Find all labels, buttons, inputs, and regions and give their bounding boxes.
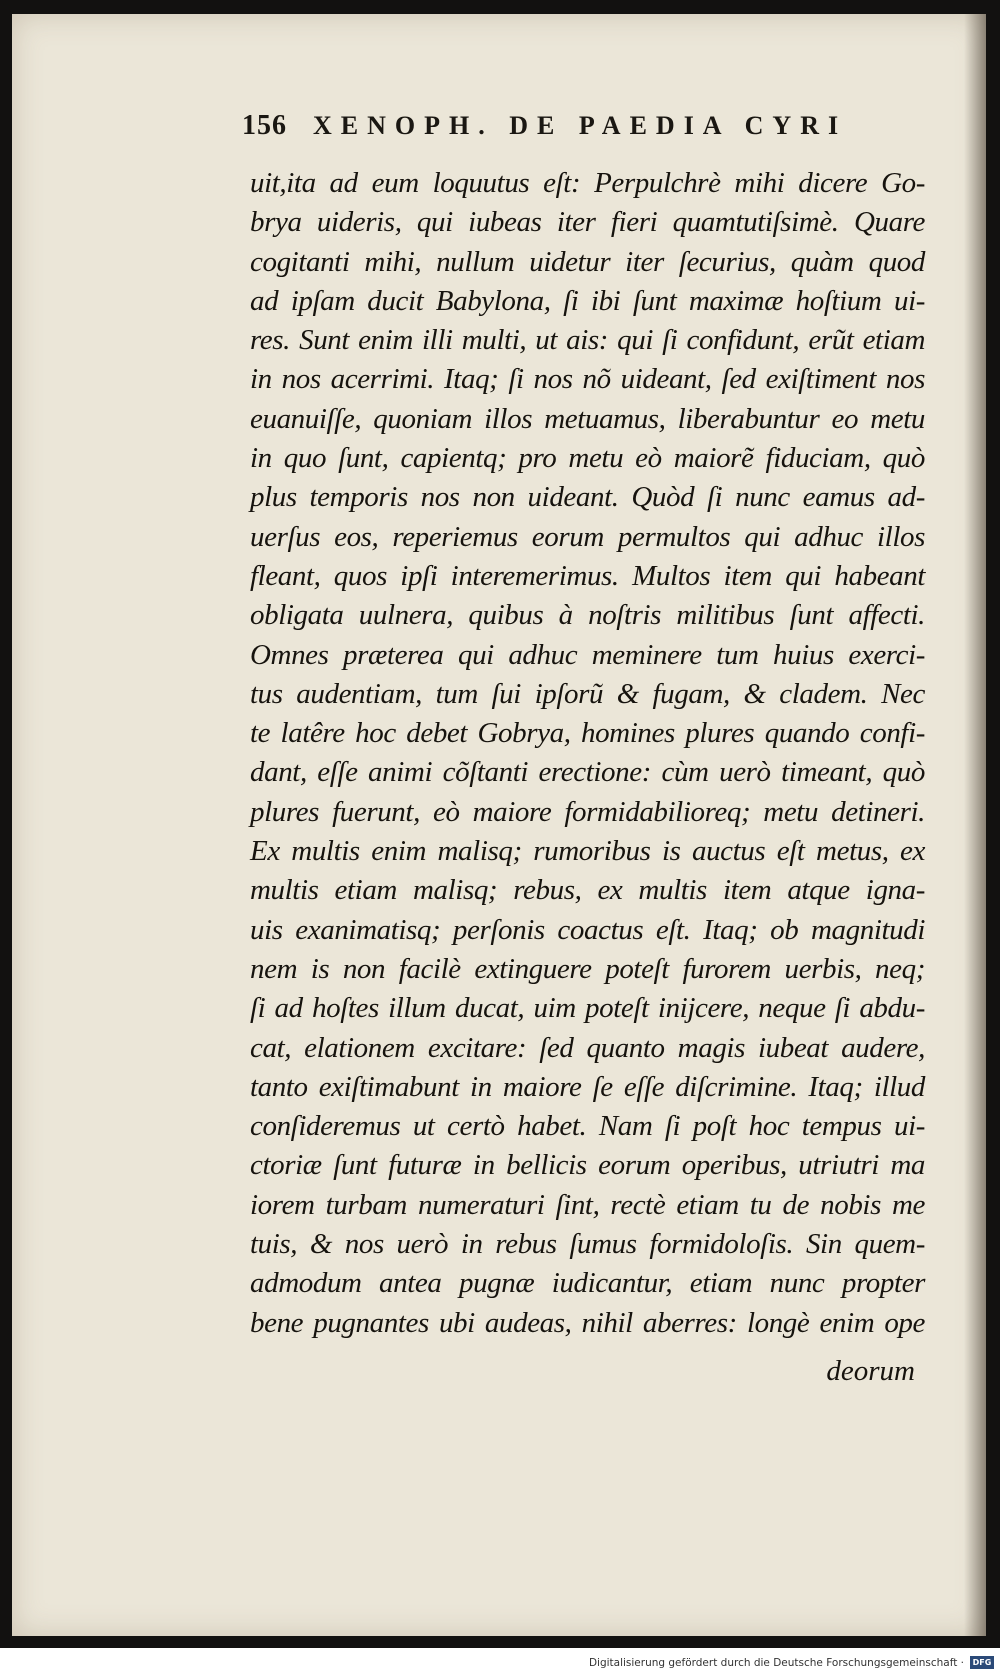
text-line: uit,ita ad eum loquutus eſt: Perpulchrè mihi dicere Go- [250,167,925,199]
digitization-credit-bar [0,1648,1000,1677]
text-line: cogitanti mihi, nullum uidetur iter ſecurius, quàm quod [250,245,925,278]
page-gutter-shadow [964,14,986,1636]
text-line: nem is non facilè extinguere poteſt furorem uerbis, neq; [250,952,925,985]
text-line: in nos acerrimi. Itaq; ſi nos nõ uideant, ſed exiſtiment nos [250,363,925,396]
text-line: brya uideris, qui iubeas iter fieri quamtutiſsimè. Quare [250,206,925,239]
text-line: uerſus eos, reperiemus eorum permultos qui adhuc illos [250,520,925,553]
text-line: plus temporis nos non uideant. Quòd ſi nunc eamus ad- [250,481,925,514]
text-line: euanuiſſe, quoniam illos metuamus, liberabuntur eo metu [250,402,925,435]
text-line: conſideremus ut certò habet. Nam ſi poſt hoc tempus ui- [250,1110,925,1143]
text-line: dant, eſſe animi cõſtanti erectione: cùm uerò timeant, quò [250,756,925,789]
text-line: res. Sunt enim illi multi, ut ais: qui ſi confidunt, erũt etiam [250,324,925,357]
text-line: bene pugnantes ubi audeas, nihil aberres: longè enim ope [250,1306,925,1339]
text-line: ſi ad hoſtes illum ducat, uim poteſt inijcere, neque ſi abdu- [250,992,925,1025]
text-line: uis exanimatisq; perſonis coactus eſt. Itaq; ob magnitudi [250,913,925,946]
text-line: ctoriæ ſunt futuræ in bellicis eorum operibus, utriutri ma [250,1149,925,1182]
text-line: cat, elationem excitare: ſed quanto magis iubeat audere, [250,1031,925,1064]
text-line: fleant, quos ipſi interemerimus. Multos item qui habeant [250,559,925,592]
text-line: multis etiam malisq; rebus, ex multis item atque ignа- [250,874,925,907]
text-line: obligata uulnera, quibus à noſtris militibus ſunt affecti. [250,599,925,632]
catchword: deorum [826,1355,915,1387]
text-line: tuis, & nos uerò in rebus ſumus formidoloſis. Sin quem- [250,1228,925,1261]
text-line: admodum antea pugnæ iudicantur, etiam nunc propter [250,1267,925,1300]
dfg-logo-icon: DFG [970,1656,994,1669]
text-line: ad ipſam ducit Babylona, ſi ibi ſunt maximæ hoſtium ui- [250,284,925,317]
text-line: tus audentiam, tum ſui ipſorũ & fugam, & cladem. Nec [250,677,925,710]
credit-text: Digitalisierung gefördert durch die Deutsche Forschungsgemeinschaft · [588,1656,964,1669]
text-line: Ex multis enim malisq; rumoribus is auctus eſt metus, ex [250,835,925,868]
page-number: 156 [242,110,287,141]
text-line: iorem turbam numeraturi ſint, rectè etiam tu de nobis me [250,1188,925,1221]
text-line: in quo ſunt, capientq; pro metu eò maiorẽ fiduciam, quò [250,442,925,475]
body-text [250,164,925,1343]
text-line: plures fuerunt, eò maiore formidabilioreq; metu detineri. [250,795,925,828]
text-line: tanto exiſtimabunt in maiore ſe eſſe diſcrimine. Itaq; illud [250,1070,925,1103]
text-line: te latêre hoc debet Gobrya, homines plures quando confi- [250,717,925,750]
running-head [242,110,882,142]
text-line: Omnes præterea qui adhuc meminere tum huius exerci- [250,638,925,671]
running-title: XENOPH. DE PAEDIA CYRI [313,111,848,140]
